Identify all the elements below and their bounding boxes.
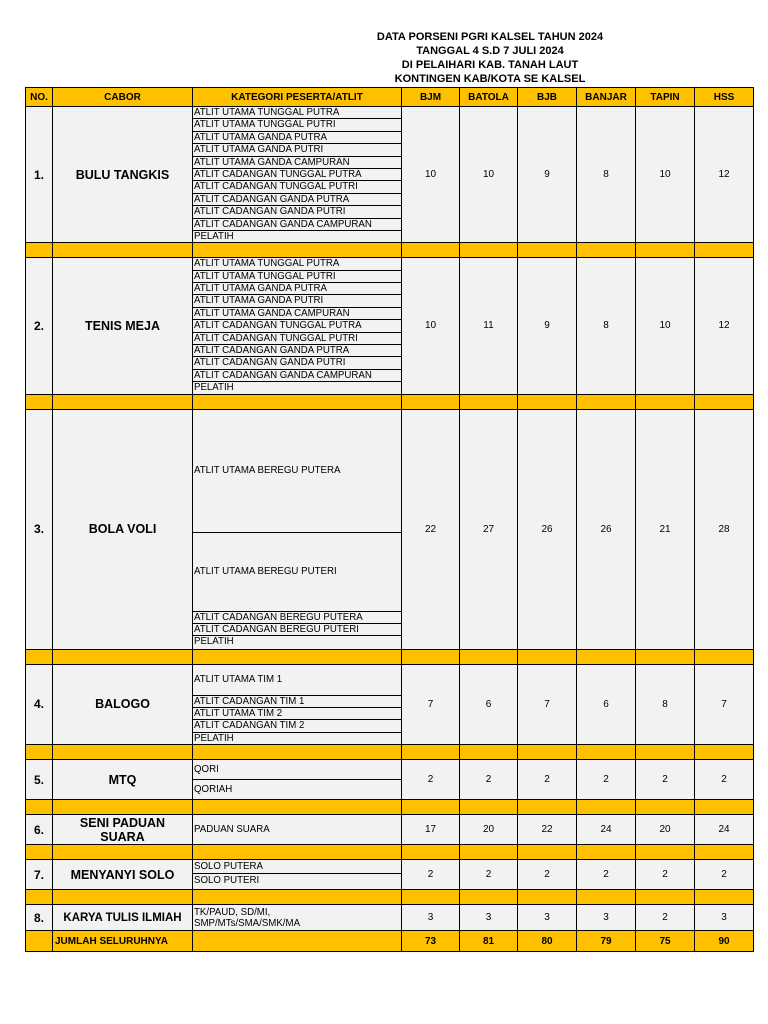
cabor-name: BOLA VOLI [53,409,193,649]
total-banjar: 79 [577,931,636,952]
cabor-name: BALOGO [53,664,193,745]
kategori-item: ATLIT UTAMA BEREGU PUTERI [193,533,401,612]
cabor-name: MTQ [53,760,193,800]
separator-row [26,890,754,905]
value-tapin: 2 [636,860,695,890]
title-line-3: DI PELAIHARI KAB. TANAH LAUT [401,59,579,71]
total-batola: 81 [460,931,518,952]
kategori-item: SOLO PUTERA [193,860,401,874]
kategori-item: ATLIT UTAMA BEREGU PUTERA [193,410,401,533]
kategori-item: ATLIT UTAMA GANDA PUTRA [193,132,401,144]
kategori-item-line-1: TK/PAUD, SD/MI, [194,906,271,918]
value-bjm: 2 [402,760,460,800]
value-banjar: 8 [577,258,636,394]
value-hss: 28 [695,409,754,649]
kategori-item: PELATIH [194,636,234,648]
kategori-list [193,409,402,649]
cabor-name-line-2: SUARA [100,829,145,844]
value-bjb: 3 [518,905,577,931]
value-hss: 3 [695,905,754,931]
kategori-item: PELATIH [194,732,234,744]
value-hss: 12 [695,258,754,394]
kategori-list [193,258,402,394]
kategori-item: ATLIT UTAMA TUNGGAL PUTRI [193,119,401,131]
table-row [26,409,754,649]
kategori-item: ATLIT CADANGAN TIM 1 [193,696,401,708]
kategori-list [193,664,402,745]
kategori-item: PADUAN SUARA [194,823,270,835]
total-hss: 90 [695,931,754,952]
value-batola: 2 [460,860,518,890]
value-batola: 6 [460,664,518,745]
table-row [26,107,754,243]
value-bjb: 2 [518,860,577,890]
title-line-2: TANGGAL 4 S.D 7 JULI 2024 [416,45,564,57]
kategori-item: QORIAH [194,784,233,796]
row-number: 7. [26,860,53,890]
value-banjar: 8 [577,107,636,243]
row-number: 5. [26,760,53,800]
kategori-item: ATLIT UTAMA GANDA PUTRI [193,295,401,307]
col-header-bjb: BJB [518,88,577,107]
header-row [26,88,754,107]
total-bjm: 73 [402,931,460,952]
value-banjar: 26 [577,409,636,649]
value-bjm: 2 [402,860,460,890]
table-row [26,905,754,931]
kategori-item: PELATIH [194,382,234,394]
value-bjm: 10 [402,258,460,394]
table-row [26,860,754,890]
value-tapin: 21 [636,409,695,649]
kategori-item: ATLIT CADANGAN BEREGU PUTERA [193,612,401,624]
value-bjb: 2 [518,760,577,800]
cabor-name: BULU TANGKIS [53,107,193,243]
value-bjm: 7 [402,664,460,745]
kategori-item [193,907,401,929]
value-hss: 7 [695,664,754,745]
table-row [26,760,754,800]
row-number: 1. [26,107,53,243]
value-tapin: 8 [636,664,695,745]
data-table [25,87,754,952]
separator-row [26,845,754,860]
value-bjb: 26 [518,409,577,649]
table-row [26,258,754,394]
value-tapin: 2 [636,760,695,800]
row-number: 3. [26,409,53,649]
kategori-item: ATLIT UTAMA GANDA CAMPURAN [193,308,401,320]
kategori-item: ATLIT UTAMA GANDA PUTRA [193,283,401,295]
kategori-item: ATLIT CADANGAN TUNGGAL PUTRI [193,333,401,345]
separator-row [26,394,754,409]
row-number: 4. [26,664,53,745]
row-number: 6. [26,815,53,845]
value-bjm: 10 [402,107,460,243]
value-tapin: 20 [636,815,695,845]
value-batola: 27 [460,409,518,649]
kategori-item: PELATIH [194,230,234,242]
kategori-item: ATLIT CADANGAN GANDA PUTRI [193,357,401,369]
value-batola: 3 [460,905,518,931]
value-banjar: 2 [577,760,636,800]
kategori-item: ATLIT CADANGAN GANDA PUTRI [193,206,401,218]
value-bjb: 22 [518,815,577,845]
kategori-item: ATLIT CADANGAN GANDA PUTRA [193,345,401,357]
kategori-list [193,815,402,845]
kategori-item: ATLIT CADANGAN TUNGGAL PUTRA [193,169,401,181]
value-banjar: 2 [577,860,636,890]
cabor-name-line-1: SENI PADUAN [79,815,166,830]
kategori-item: ATLIT CADANGAN BEREGU PUTERI [193,624,401,636]
kategori-item: ATLIT CADANGAN TUNGGAL PUTRA [193,320,401,332]
kategori-item: ATLIT UTAMA TUNGGAL PUTRA [193,107,401,119]
separator-row [26,800,754,815]
total-label: JUMLAH SELURUHNYA [53,931,193,952]
value-bjb: 7 [518,664,577,745]
value-bjb: 9 [518,258,577,394]
value-batola: 11 [460,258,518,394]
value-tapin: 10 [636,258,695,394]
col-header-kategori: KATEGORI PESERTA/ATLIT [193,88,402,107]
cabor-name [53,815,193,845]
title-line-1: DATA PORSENI PGRI KALSEL TAHUN 2024 [376,31,604,43]
value-bjm: 22 [402,409,460,649]
value-hss: 2 [695,860,754,890]
total-row [26,931,754,952]
row-number: 2. [26,258,53,394]
value-batola: 10 [460,107,518,243]
separator-row [26,243,754,258]
value-bjm: 17 [402,815,460,845]
value-bjb: 9 [518,107,577,243]
value-tapin: 2 [636,905,695,931]
kategori-item: ATLIT CADANGAN GANDA PUTRA [193,194,401,206]
document-title [195,30,768,86]
value-hss: 2 [695,760,754,800]
value-hss: 24 [695,815,754,845]
kategori-list [193,860,402,890]
kategori-list [193,905,402,931]
table-row [26,815,754,845]
col-header-hss: HSS [695,88,754,107]
col-header-no: NO. [26,88,53,107]
value-banjar: 6 [577,664,636,745]
value-batola: 20 [460,815,518,845]
col-header-batola: BATOLA [460,88,518,107]
cabor-name: MENYANYI SOLO [53,860,193,890]
kategori-list [193,107,402,243]
col-header-banjar: BANJAR [577,88,636,107]
kategori-item: ATLIT UTAMA GANDA PUTRI [193,144,401,156]
col-header-cabor: CABOR [53,88,193,107]
kategori-item: ATLIT UTAMA TIM 1 [193,665,401,696]
kategori-item: ATLIT UTAMA TUNGGAL PUTRA [193,258,401,270]
value-bjm: 3 [402,905,460,931]
kategori-item: ATLIT UTAMA GANDA CAMPURAN [193,157,401,169]
separator-row [26,649,754,664]
separator-row [26,745,754,760]
cabor-name: TENIS MEJA [53,258,193,394]
kategori-item: SOLO PUTERI [194,875,260,887]
kategori-item: ATLIT UTAMA TUNGGAL PUTRI [193,271,401,283]
total-bjb: 80 [518,931,577,952]
value-banjar: 24 [577,815,636,845]
col-header-bjm: BJM [402,88,460,107]
kategori-item: QORI [193,760,401,780]
value-batola: 2 [460,760,518,800]
kategori-item: ATLIT CADANGAN GANDA CAMPURAN [193,370,401,382]
col-header-tapin: TAPIN [636,88,695,107]
table-row [26,664,754,745]
cabor-name: KARYA TULIS ILMIAH [53,905,193,931]
value-banjar: 3 [577,905,636,931]
kategori-list [193,760,402,800]
kategori-item-line-2: SMP/MTs/SMA/SMK/MA [194,917,301,929]
row-number: 8. [26,905,53,931]
title-line-4: KONTINGEN KAB/KOTA SE KALSEL [394,73,586,85]
kategori-item: ATLIT UTAMA TIM 2 [193,708,401,720]
total-tapin: 75 [636,931,695,952]
kategori-item: ATLIT CADANGAN GANDA CAMPURAN [193,219,401,231]
kategori-item: ATLIT CADANGAN TIM 2 [193,720,401,732]
value-tapin: 10 [636,107,695,243]
kategori-item: ATLIT CADANGAN TUNGGAL PUTRI [193,181,401,193]
value-hss: 12 [695,107,754,243]
